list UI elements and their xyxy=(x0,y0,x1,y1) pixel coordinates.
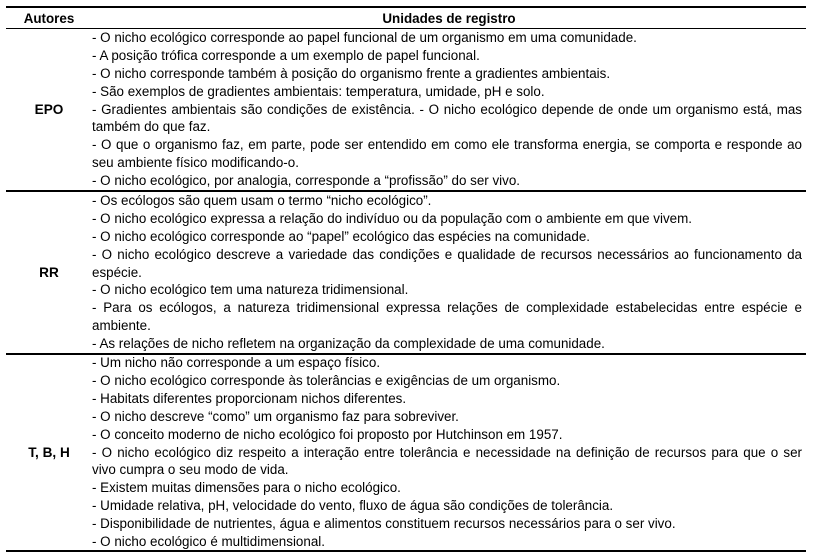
table-section-tbh xyxy=(6,355,806,550)
units-list xyxy=(92,29,806,190)
authors-column-header: Autores xyxy=(23,10,75,26)
author-cell: RR xyxy=(39,265,59,280)
units-list xyxy=(92,192,806,353)
author-cell: EPO xyxy=(34,102,64,117)
units-list xyxy=(92,354,806,551)
list-item: - O que o organismo faz, em parte, pode ser entendido em como ele transforma energia, se comporta e responde ao seu ambiente físico modificando-o. xyxy=(92,137,802,171)
list-item: - O nicho ecológico tem uma natureza tridimensional. xyxy=(92,282,409,298)
registry-table xyxy=(6,6,806,552)
list-item: - O nicho ecológico expressa a relação do indivíduo ou da população com o ambiente em que vivem. xyxy=(92,210,692,226)
list-item: - São exemplos de gradientes ambientais: temperatura, umidade, pH e solo. xyxy=(92,83,545,99)
author-cell: T, B, H xyxy=(28,445,70,460)
table-section-epo xyxy=(6,29,806,190)
list-item: - Para os ecólogos, a natureza tridimensional expressa relações de complexidade estabelecidas entre espécie e ambiente. xyxy=(92,300,802,334)
list-item: - Gradientes ambientais são condições de existência. - O nicho ecológico depende de onde um organismo está, mas também do que faz. xyxy=(92,101,802,135)
list-item: - O nicho corresponde também à posição do organismo frente a gradientes ambientais. xyxy=(92,65,611,81)
list-item: - Um nicho não corresponde a um espaço físico. xyxy=(92,355,381,371)
list-item: - Existem muitas dimensões para o nicho ecológico. xyxy=(92,480,401,496)
list-item: - O nicho ecológico diz respeito a interação entre tolerância e necessidade na definição de recursos para que o ser vivo cumpra o seu modo de vida. xyxy=(92,444,802,478)
list-item: - Disponibilidade de nutrientes, água e alimentos constituem recursos necessários para o ser vivo. xyxy=(92,516,676,532)
list-item: - A posição trófica corresponde a um exemplo de papel funcional. xyxy=(92,47,480,63)
list-item: - Os ecólogos são quem usam o termo “nicho ecológico”. xyxy=(92,192,432,208)
list-item: - Habitats diferentes proporcionam nichos diferentes. xyxy=(92,390,407,406)
list-item: - O nicho ecológico, por analogia, corresponde a “profissão” do ser vivo. xyxy=(92,173,520,189)
list-item: - O nicho ecológico corresponde às tolerâncias e exigências de um organismo. xyxy=(92,372,561,388)
list-item: - Umidade relativa, pH, velocidade do vento, fluxo de água são condições de tolerância. xyxy=(92,498,614,514)
list-item: - O nicho ecológico descreve a variedade das condições e qualidade de recursos necessários ao funcionamento da espécie. xyxy=(92,246,802,280)
list-item: - O nicho ecológico corresponde ao papel funcional de um organismo em uma comunidade. xyxy=(92,29,637,45)
table-header-row xyxy=(6,8,806,28)
list-item: - O nicho ecológico corresponde ao “papel” ecológico das espécies na comunidade. xyxy=(92,228,590,244)
list-item: - O conceito moderno de nicho ecológico foi proposto por Hutchinson em 1957. xyxy=(92,426,563,442)
list-item: - O nicho descreve “como” um organismo faz para sobreviver. xyxy=(92,408,459,424)
table-section-rr xyxy=(6,192,806,353)
units-column-header: Unidades de registro xyxy=(382,10,516,26)
list-item: - O nicho ecológico é multidimensional. xyxy=(92,534,325,550)
list-item: - As relações de nicho refletem na organização da complexidade de uma comunidade. xyxy=(92,336,605,352)
